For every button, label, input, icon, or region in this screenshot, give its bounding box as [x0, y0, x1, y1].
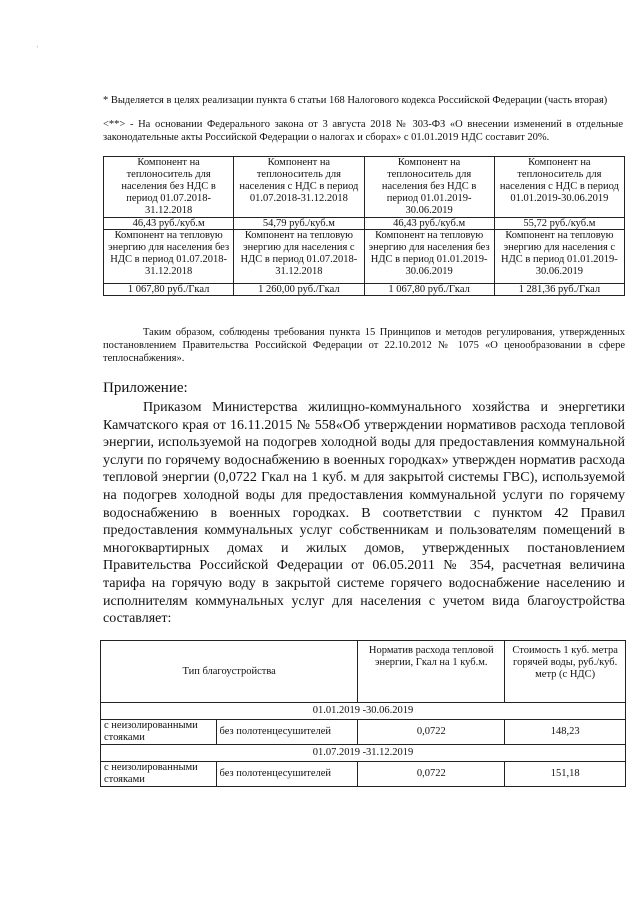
tariff-row-heat-energy-values	[104, 284, 625, 296]
norms-header-row	[101, 641, 626, 703]
tariff-cell: Компонент на тепловую энергию для населения с НДС в период 01.01.2019-30.06.2019	[494, 230, 624, 284]
type-towel-dryers: без полотенцесушителей	[216, 720, 358, 745]
cost-value: 148,23	[505, 720, 626, 745]
header-type: Тип благоустройства	[101, 641, 358, 703]
main-paragraph: Приказом Министерства жилищно-коммунального хозяйства и энергетики Камчатского края от 16.11.2015 № 558«Об утверждении нормативов расхода тепловой энергии, используемой на подогрев холодной воды для предоставления коммунальной услуги по горячему водоснабжению в военных городках» утвержден норматив расхода тепловой энергии (0,0722 Гкал на 1 куб. м для закрытой системы ГВС), используемой на подогрев холодной воды для предоставления коммунальной услуги по горячему водоснабжению в военных городках. В соответствии с пунктом 42 Правил предоставления коммунальных услуг собственникам и пользователям помещений в многоквартирных домах и жилых домов, утвержденных постановлением Правительства Российской Федерации от 06.05.2011 № 354, расчетная величина тарифа на горячую воду в закрытой системе горячего водоснабжение населению и исполнителям коммунальных услуг для населения с учетом вида благоустройства составляет:	[103, 400, 625, 627]
tariff-value: 1 067,80 руб./Гкал	[364, 284, 494, 296]
tariff-row-heat-energy	[104, 230, 625, 284]
tariff-row-heat-carrier	[104, 157, 625, 218]
conclusion-paragraph: Таким образом, соблюдены требования пункта 15 Принципов и методов регулирования, утвержденных постановлением Правительства Российской Федерации от 22.10.2012 № 1075 «О ценообразовании в сфере теплоснабжения».	[103, 327, 625, 364]
type-risers: с неизолированными стояками	[101, 720, 217, 745]
table-row	[101, 762, 626, 787]
appendix-title: Приложение:	[103, 380, 188, 396]
footnote-vat: * Выделяется в целях реализации пункта 6 статьи 168 Налогового кодекса Российской Федерации (часть вторая)	[103, 95, 608, 106]
tariff-value: 54,79 руб./куб.м	[234, 218, 364, 230]
tariff-cell: Компонент на теплоноситель для населения без НДС в период 01.01.2019-30.06.2019	[364, 157, 494, 218]
header-cost: Стоимость 1 куб. метра горячей воды, руб./куб. метр (с НДС)	[505, 641, 626, 703]
tariff-value: 55,72 руб./куб.м	[494, 218, 624, 230]
footnote-law: <**> - На основании Федерального закона от 3 августа 2018 № 303-ФЗ «О внесении изменений в отдельные законодательные акты Российской Федерации о налогах и сборах» с 01.01.2019 НДС составит 20%.	[103, 119, 623, 143]
tariff-cell: Компонент на тепловую энергию для населения без НДС в период 01.07.2018-31.12.2018	[104, 230, 234, 284]
tariff-cell: Компонент на теплоноситель для населения с НДС в период 01.07.2018-31.12.2018	[234, 157, 364, 218]
tariff-value: 1 281,36 руб./Гкал	[494, 284, 624, 296]
norm-value: 0,0722	[358, 720, 505, 745]
stray-mark: ‘	[36, 44, 39, 53]
tariff-cell: Компонент на теплоноситель для населения с НДС в период 01.01.2019-30.06.2019	[494, 157, 624, 218]
type-risers: с неизолированными стояками	[101, 762, 217, 787]
tariff-table	[103, 156, 625, 296]
tariff-value: 1 067,80 руб./Гкал	[104, 284, 234, 296]
period-row	[101, 703, 626, 720]
tariff-cell: Компонент на тепловую энергию для населения без НДС в период 01.01.2019-30.06.2019	[364, 230, 494, 284]
tariff-cell: Компонент на теплоноситель для населения без НДС в период 01.07.2018-31.12.2018	[104, 157, 234, 218]
tariff-value: 1 260,00 руб./Гкал	[234, 284, 364, 296]
norm-value: 0,0722	[358, 762, 505, 787]
type-towel-dryers: без полотенцесушителей	[216, 762, 358, 787]
tariff-cell: Компонент на тепловую энергию для населения с НДС в период 01.07.2018-31.12.2018	[234, 230, 364, 284]
period-label: 01.07.2019 -31.12.2019	[101, 745, 626, 762]
tariff-row-heat-carrier-values	[104, 218, 625, 230]
tariff-value: 46,43 руб./куб.м	[364, 218, 494, 230]
tariff-value: 46,43 руб./куб.м	[104, 218, 234, 230]
cost-value: 151,18	[505, 762, 626, 787]
period-label: 01.01.2019 -30.06.2019	[101, 703, 626, 720]
header-norm: Норматив расхода тепловой энергии, Гкал на 1 куб.м.	[358, 641, 505, 703]
norms-table	[100, 640, 626, 787]
period-row	[101, 745, 626, 762]
table-row	[101, 720, 626, 745]
